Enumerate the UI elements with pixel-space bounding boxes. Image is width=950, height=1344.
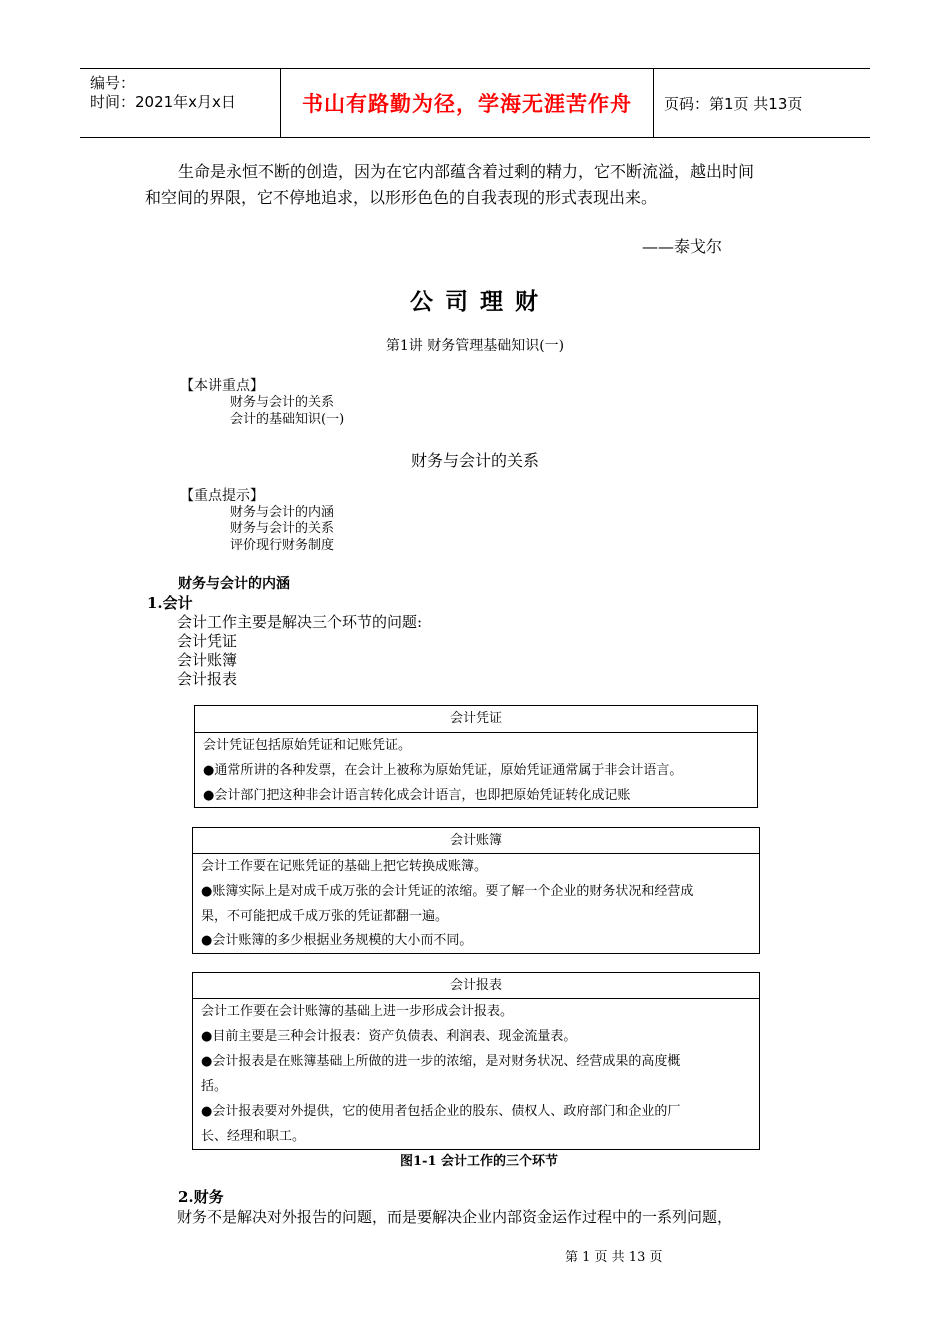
box-line: ●通常所讲的各种发票，在会计上被称为原始凭证，原始凭证通常属于非会计语言。: [203, 763, 683, 778]
tips-item: 财务与会计的关系: [230, 521, 335, 536]
accounting-item: 会计报表: [177, 670, 238, 688]
report-box: [192, 972, 760, 1150]
focus-item: 会计的基础知识(一): [230, 412, 345, 427]
doc-number-label: 编号：: [90, 74, 136, 92]
quote-line-2: 和空间的界限，它不停地追求，以形形色色的自我表现的形式表现出来。: [145, 188, 658, 207]
box-line: 会计凭证包括原始凭证和记账凭证。: [203, 738, 412, 753]
box-line: 会计工作要在记账凭证的基础上把它转换成账簿。: [201, 859, 488, 874]
accounting-heading: 1.会计: [147, 594, 193, 612]
box-line: ●会计报表是在账簿基础上所做的进一步的浓缩，是对财务状况、经营成果的高度概: [201, 1054, 681, 1069]
finance-text: 财务不是解决对外报告的问题，而是要解决企业内部资金运作过程中的一系列问题，: [177, 1208, 733, 1226]
header-motto: 书山有路勤为径，学海无涯苦作舟: [302, 92, 632, 116]
page-header: [80, 68, 870, 138]
box-line: 会计工作要在会计账簿的基础上进一步形成会计报表。: [201, 1004, 514, 1019]
accounting-item: 会计凭证: [177, 632, 238, 650]
box-line: ●会计报表要对外提供，它的使用者包括企业的股东、债权人、政府部门和企业的厂: [201, 1104, 681, 1119]
accounting-item: 会计账簿: [177, 651, 238, 669]
sub-heading: 财务与会计的内涵: [178, 576, 290, 592]
box-line: 长、经理和职工。: [201, 1129, 306, 1144]
header-motto-cell: [281, 69, 654, 137]
box-line: ●会计账簿的多少根据业务规模的大小而不同。: [201, 933, 473, 948]
header-page-label: 页码：第1页 共13页: [664, 94, 803, 113]
focus-heading: 【本讲重点】: [180, 378, 264, 394]
box-line: ●账簿实际上是对成千成万张的会计凭证的浓缩。要了解一个企业的财务状况和经营成: [201, 884, 694, 899]
finance-heading: 2.财务: [178, 1188, 224, 1206]
accounting-intro: 会计工作主要是解决三个环节的问题:: [177, 613, 423, 631]
ledger-box: [192, 827, 760, 954]
tips-heading: 【重点提示】: [180, 488, 264, 504]
figure-caption: 图1-1 会计工作的三个环节: [400, 1154, 559, 1169]
page-footer: 第 1 页 共 13 页: [565, 1250, 663, 1265]
header-meta: [80, 69, 281, 137]
box-title: 会计账簿: [193, 828, 759, 854]
page-title: 公 司 理 财: [409, 289, 541, 315]
section-title: 财务与会计的关系: [410, 451, 539, 470]
voucher-box: [194, 705, 758, 808]
quote-author: ——泰戈尔: [642, 237, 723, 256]
tips-item: 评价现行财务制度: [230, 538, 335, 553]
doc-date-label: 时间：2021年x月x日: [90, 93, 236, 111]
box-line: 括。: [201, 1079, 228, 1094]
focus-item: 财务与会计的关系: [230, 395, 335, 410]
quote-line-1: 生命是永恒不断的创造，因为在它内部蕴含着过剩的精力，它不断流溢，越出时间: [178, 162, 755, 181]
box-line: 果，不可能把成千成万张的凭证都翻一遍。: [201, 909, 449, 924]
box-title: 会计凭证: [195, 706, 757, 733]
box-line: ●会计部门把这种非会计语言转化成会计语言，也即把原始凭证转化成记账: [203, 788, 631, 803]
box-line: ●目前主要是三种会计报表：资产负债表、利润表、现金流量表。: [201, 1029, 577, 1044]
tips-item: 财务与会计的内涵: [230, 505, 335, 520]
header-page-cell: [654, 69, 870, 137]
lecture-subtitle: 第1讲 财务管理基础知识(一): [385, 338, 565, 354]
box-title: 会计报表: [193, 973, 759, 999]
